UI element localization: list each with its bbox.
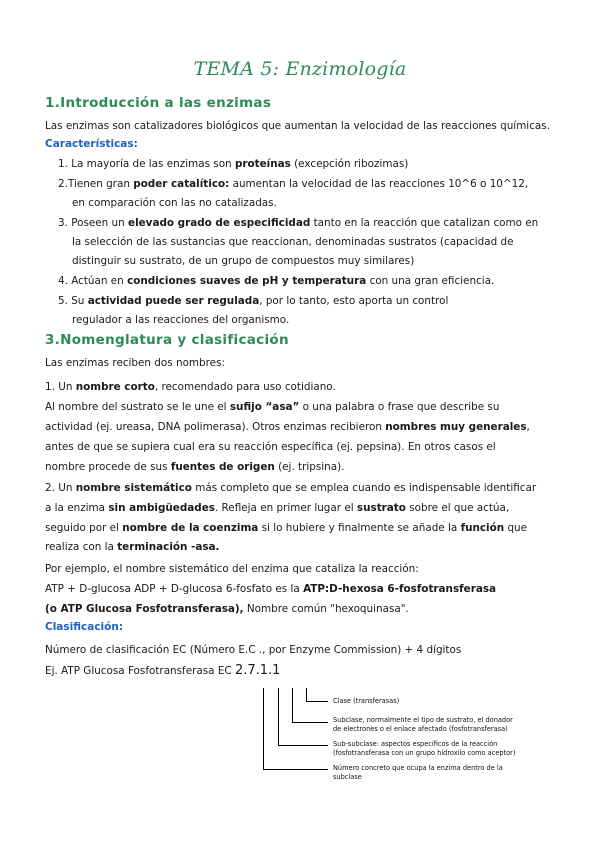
text: . Refleja en primer lugar el [214, 502, 357, 514]
tree-branch-line [278, 688, 279, 746]
bold-text: nombre sistemático [75, 482, 192, 494]
bold-text: actividad puede ser regulada [87, 295, 260, 307]
bold-text: fuentes de origen [170, 461, 275, 473]
tree-label-number: Número concreto que ocupa la enzima dentro de la [333, 764, 503, 772]
paragraph-line [45, 400, 499, 414]
text: a la enzima [45, 502, 109, 514]
characteristic-3 [58, 216, 538, 230]
tree-branch-line [292, 688, 293, 723]
paragraph-line [45, 460, 345, 474]
tree-label-subsubclass-cont: (fosfotransferasa con un grupo hidroxilo como aceptor) [333, 749, 516, 757]
text: 5. Su [58, 295, 88, 307]
paragraph-line [45, 420, 530, 434]
characteristic-4 [58, 274, 494, 288]
tree-arrow-line [278, 745, 328, 746]
text: Ej. ATP Glucosa Fosfotransferasa EC [45, 665, 235, 677]
characteristic-2-cont: en comparación con las no catalizadas. [72, 197, 277, 209]
bold-text: (o ATP Glucosa Fosfotransferasa), [45, 603, 244, 615]
text: (excepción ribozimas) [290, 158, 409, 170]
text: tanto en la reacción que catalizan como en [310, 217, 539, 229]
text: realiza con la [45, 541, 118, 553]
tree-arrow-line [292, 722, 328, 723]
paragraph-line [45, 481, 536, 495]
text: más completo que se emplea cuando es indispensable identificar [191, 482, 537, 494]
text: Nombre común "hexoquinasa". [243, 603, 409, 615]
bold-text: nombres muy generales [385, 421, 527, 433]
text: nombre procede de sus [45, 461, 171, 473]
characteristics-label: Características: [45, 138, 138, 150]
text: seguido por el [45, 522, 123, 534]
text: actividad (ej. ureasa, DNA polimerasa). Otros enzimas recibieron [45, 421, 386, 433]
paragraph-line [45, 664, 280, 678]
paragraph-line [45, 521, 527, 535]
paragraph-line [45, 380, 336, 394]
tree-label-subclass-cont: de electrones o el enlace afectado (fosfotransferasa) [333, 725, 508, 733]
bold-text: función [460, 522, 505, 534]
bold-text: terminación -asa. [117, 541, 220, 553]
characteristic-5 [58, 294, 448, 308]
section-1-intro: Las enzimas son catalizadores biológicos que aumentan la velocidad de las reacciones químicas. [45, 120, 550, 132]
tree-label-subclass: Subclase, normalmente el tipo de sustrato, el donador [333, 716, 513, 724]
section-1-heading: 1.Introducción a las enzimas [45, 95, 272, 111]
text: que [504, 522, 528, 534]
text: con una gran eficiencia. [366, 275, 495, 287]
text: 2.Tienen gran [58, 178, 134, 190]
characteristic-1 [58, 157, 408, 171]
characteristic-2 [58, 177, 528, 191]
text: , recomendado para uso cotidiano. [154, 381, 336, 393]
paragraph-line: Por ejemplo, el nombre sistemático del enzima que cataliza la reacción: [45, 563, 419, 575]
characteristic-3-cont2: distinguir su sustrato, de un grupo de compuestos muy similares) [72, 255, 415, 267]
bold-text: ATP:D-hexosa 6-fosfotransferasa [303, 583, 497, 595]
paragraph-line [45, 582, 496, 596]
bold-text: sin ambigüedades [108, 502, 215, 514]
tree-label-subsubclass: Sub-subclase: aspectos específicos de la reacción [333, 740, 498, 748]
section-3-intro: Las enzimas reciben dos nombres: [45, 357, 225, 369]
text: 1. Un [45, 381, 76, 393]
text: (ej. tripsina). [274, 461, 345, 473]
paragraph-line: antes de que se supiera cual era su reacción específica (ej. pepsina). En otros casos el [45, 441, 496, 453]
tree-arrow-line [306, 701, 328, 702]
characteristic-3-cont: la selección de las sustancias que reaccionan, denominadas sustratos (capacidad de [72, 236, 514, 248]
classification-label: Clasificación: [45, 621, 124, 633]
text: 3. Poseen un [58, 217, 129, 229]
ec-number: 2.7.1.1 [234, 663, 281, 678]
text: 4. Actúan en [58, 275, 128, 287]
text: 2. Un [45, 482, 76, 494]
text: , [526, 421, 530, 433]
text: aumentan la velocidad de las reacciones 10^6 o 10^12, [229, 178, 529, 190]
tree-label-class: Clase (transferasas) [333, 697, 400, 705]
tree-branch-line [263, 688, 264, 770]
tree-branch-line [306, 688, 307, 702]
text: o una palabra o frase que describe su [299, 401, 500, 413]
text: 1. La mayoría de las enzimas son [58, 158, 235, 170]
paragraph-line [45, 602, 409, 616]
tree-arrow-line [263, 769, 328, 770]
page-title: TEMA 5: Enzimología [193, 58, 407, 80]
text: ATP + D-glucosa ADP + D-glucosa 6-fosfato es la [45, 583, 304, 595]
bold-text: proteínas [234, 158, 291, 170]
bold-text: poder catalítico: [133, 178, 230, 190]
paragraph-line: Número de clasificación EC (Número E.C ., por Enzyme Commission) + 4 dígitos [45, 644, 462, 656]
section-3-heading: 3.Nomenglatura y clasificación [45, 332, 289, 348]
text: si lo hubiere y finalmente se añade la [258, 522, 461, 534]
text: sobre el que actúa, [405, 502, 510, 514]
bold-text: nombre de la coenzima [122, 522, 259, 534]
text: Al nombre del sustrato se le une el [45, 401, 230, 413]
bold-text: sufijo “asa” [229, 401, 300, 413]
paragraph-line [45, 501, 509, 515]
tree-label-number-cont: subclase [333, 773, 362, 781]
text: , por lo tanto, esto aporta un control [259, 295, 449, 307]
bold-text: sustrato [356, 502, 406, 514]
characteristic-5-cont: regulador a las reacciones del organismo. [72, 314, 290, 326]
bold-text: condiciones suaves de pH y temperatura [127, 275, 367, 287]
bold-text: elevado grado de especificidad [128, 217, 311, 229]
bold-text: nombre corto [75, 381, 155, 393]
paragraph-line [45, 540, 220, 554]
